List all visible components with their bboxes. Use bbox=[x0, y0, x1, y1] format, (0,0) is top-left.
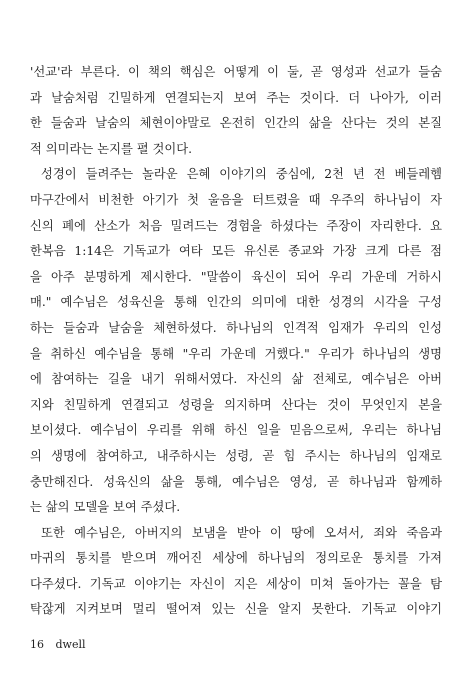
text-line: '선교'라 부른다. 이 책의 핵심은 어떻게 이 둘, 곧 영성과 선교가 들숨 bbox=[30, 65, 442, 79]
text-line: 는 삶의 모델을 보여 주셨다. bbox=[30, 500, 181, 515]
page-number: 16 bbox=[30, 638, 44, 651]
body-text bbox=[30, 60, 442, 623]
text-line: 을 취하신 예수님을 통해 "우리 가운데 거했다." 우리가 하나님의 생명 bbox=[30, 346, 442, 361]
text-line: 의 생명에 참여하고, 내주하시는 성령, 곧 힘 주시는 하나님의 임재로 bbox=[30, 448, 442, 463]
page-footer bbox=[30, 638, 86, 651]
text-line: 한복음 1:14은 기독교가 여타 모든 유신론 종교와 가장 크게 다른 점 bbox=[30, 244, 442, 259]
text-line: 다주셨다. 기독교 이야기는 자신이 지은 세상이 미쳐 돌아가는 꼴을 탐 bbox=[30, 576, 442, 591]
text-line: 을 아주 분명하게 제시한다. "말씀이 육신이 되어 우리 가운데 거하시 bbox=[30, 269, 442, 284]
text-line: 한 들숨과 날숨의 체현이야말로 온전히 인간의 삶을 산다는 것의 본질 bbox=[30, 116, 442, 131]
running-title: dwell bbox=[55, 638, 86, 651]
text-line: 탁잖게 지켜보며 멀리 떨어져 있는 신을 알지 못한다. 기독교 이야기 bbox=[30, 602, 442, 617]
text-line: 보이셨다. 예수님이 우리를 위해 하신 일을 믿음으로써, 우리는 하나님 bbox=[30, 423, 442, 438]
text-line: 마귀의 통치를 받으며 깨어진 세상에 하나님의 정의로운 통치를 가져 bbox=[30, 551, 442, 566]
text-line: 마구간에서 비천한 아기가 첫 울음을 터트렸을 때 우주의 하나님이 자 bbox=[30, 192, 442, 207]
text-line: 적 의미라는 논지를 펼 것이다. bbox=[30, 141, 193, 156]
text-line: 충만해진다. 성육신의 삶을 통해, 예수님은 영성, 곧 하나님과 함께하 bbox=[30, 474, 442, 489]
text-line: 또한 예수님은, 아버지의 보냄을 받아 이 땅에 오셔서, 죄와 죽음과 bbox=[41, 525, 442, 540]
text-line: 매." 예수님은 성육신을 통해 인간의 의미에 대한 성경의 시각을 구성 bbox=[30, 295, 442, 310]
text-line: 에 참여하는 길을 내기 위해서였다. 자신의 삶 전체로, 예수님은 아버 bbox=[30, 372, 442, 387]
text-line: 신의 폐에 산소가 처음 밀려드는 경험을 하셨다는 주장이 자리한다. 요 bbox=[30, 218, 442, 233]
text-line: 하는 들숨과 날숨을 체현하셨다. 하나님의 인격적 임재가 우리의 인성 bbox=[30, 320, 442, 335]
text-line: 지와 친밀하게 연결되고 성령을 의지하며 산다는 것이 무엇인지 본을 bbox=[30, 397, 442, 412]
text-line: 과 날숨처럼 긴밀하게 연결되는지 보여 주는 것이다. 더 나아가, 이러 bbox=[30, 90, 442, 105]
text-line: 성경이 들려주는 놀라운 은혜 이야기의 중심에, 2천 년 전 베들레헴 bbox=[41, 167, 442, 182]
